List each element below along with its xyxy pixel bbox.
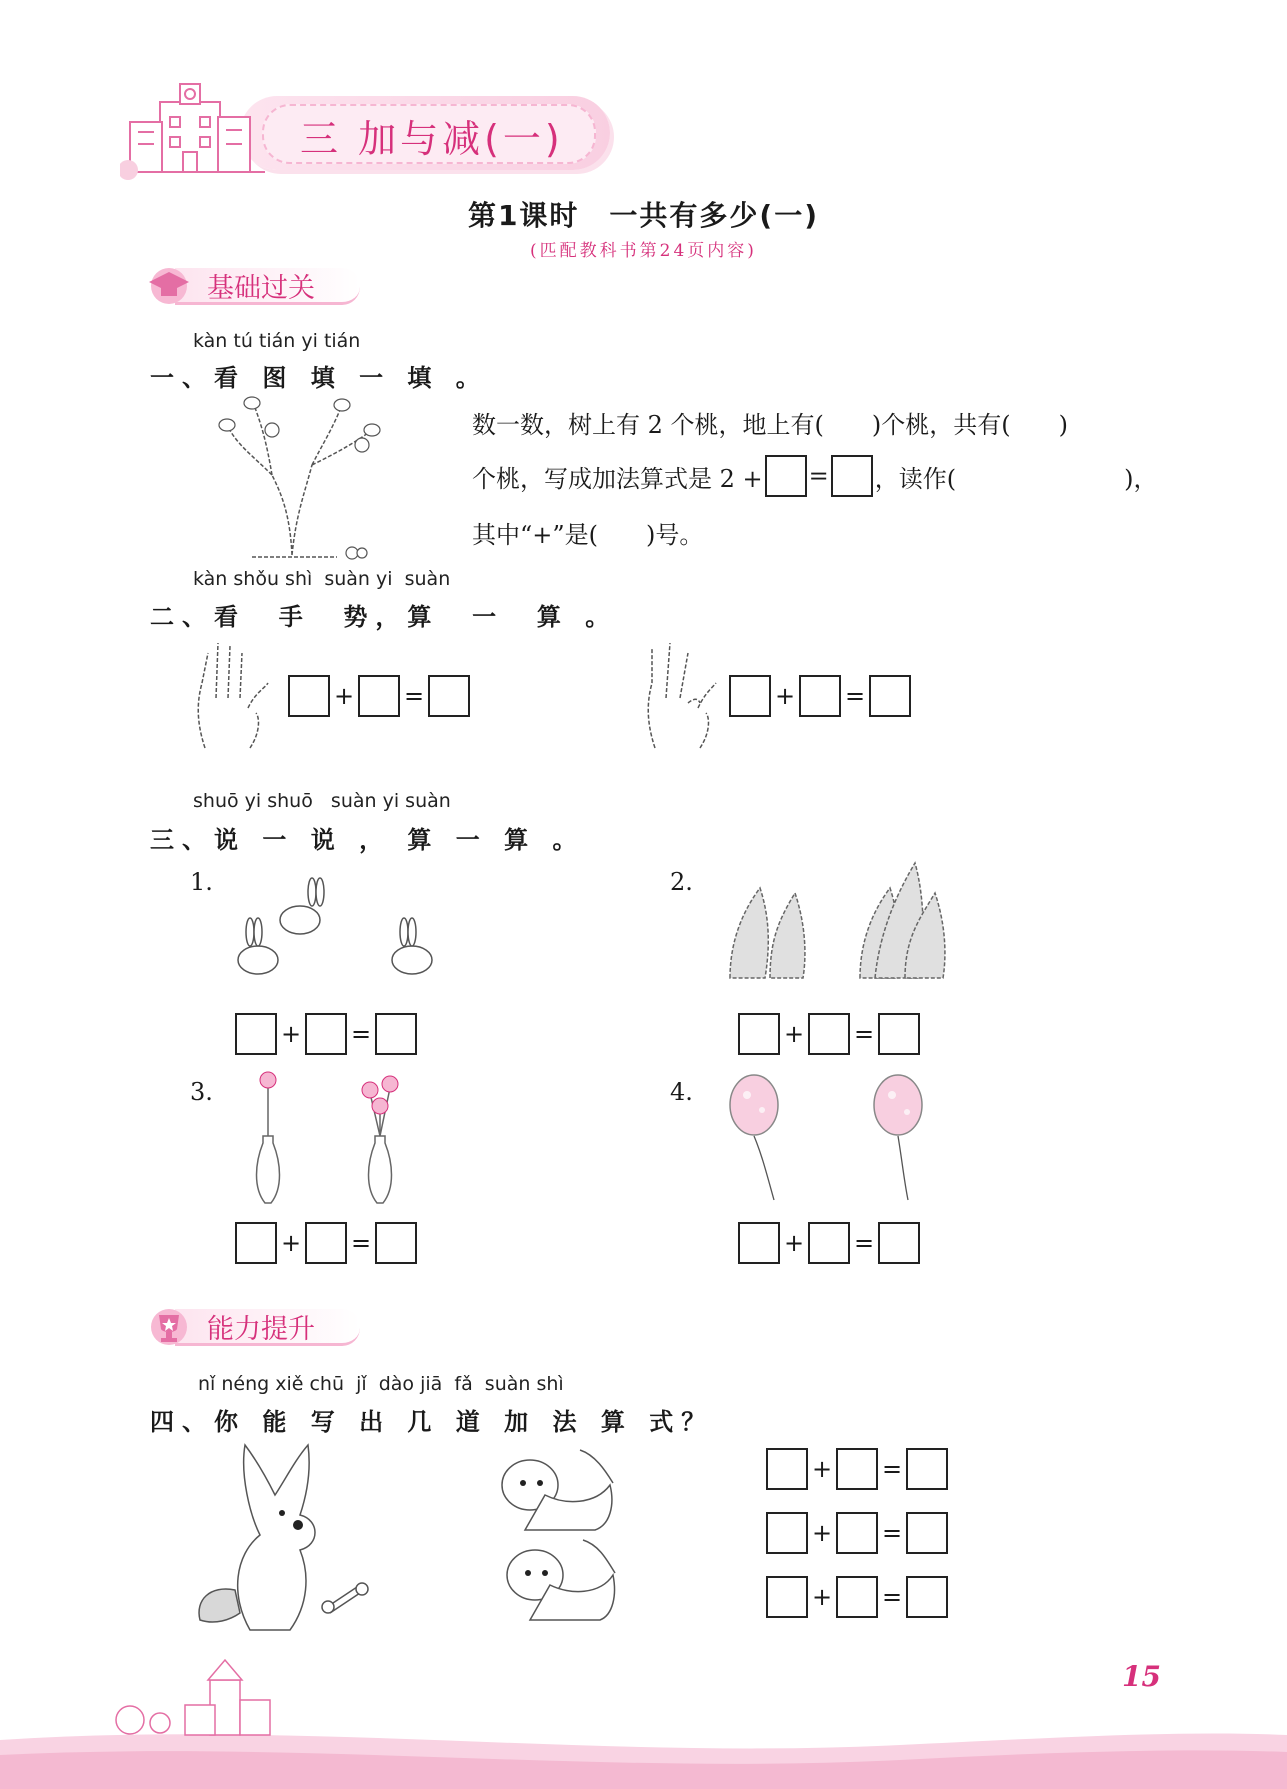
- school-building-icon: [120, 72, 270, 182]
- section-basic-label: 基础过关: [207, 273, 315, 304]
- answer-box[interactable]: [375, 1013, 417, 1055]
- q3-equation-4: [738, 1222, 920, 1264]
- answer-box[interactable]: [305, 1222, 347, 1264]
- q3-pinyin: shuō yi shuō suàn yi suàn: [193, 790, 451, 812]
- q1-line2-tail: ，读作( )，: [874, 464, 1158, 493]
- equals-sign: =: [403, 682, 425, 710]
- equals-sign: =: [881, 1455, 903, 1483]
- trophy-icon: [145, 1303, 195, 1347]
- peach-tree-icon: [212, 385, 392, 560]
- answer-box[interactable]: [738, 1222, 780, 1264]
- answer-box[interactable]: [808, 1013, 850, 1055]
- q4-equation-2: [766, 1512, 948, 1554]
- plus-sign: +: [811, 1583, 833, 1611]
- graduation-cap-icon: [145, 262, 195, 306]
- q1-pinyin: kàn tú tián yi tián: [193, 330, 361, 352]
- answer-box[interactable]: [906, 1512, 948, 1554]
- equals-sign: =: [853, 1020, 875, 1048]
- item-number-4: 4.: [670, 1078, 693, 1106]
- equals-sign: =: [350, 1020, 372, 1048]
- q2-equation-1: [288, 675, 470, 717]
- answer-box[interactable]: [729, 675, 771, 717]
- q3-equation-2: [738, 1013, 920, 1055]
- plus-sign: +: [783, 1229, 805, 1257]
- answer-box[interactable]: [235, 1013, 277, 1055]
- plus-sign: +: [333, 682, 355, 710]
- balloons-icon: [722, 1070, 932, 1205]
- answer-box[interactable]: [305, 1013, 347, 1055]
- q1-line2: [472, 455, 1157, 497]
- q2-equation-2: [729, 675, 911, 717]
- section-advanced: [145, 1303, 385, 1345]
- plus-sign: +: [280, 1020, 302, 1048]
- lesson-subtitle: (匹配教科书第24页内容): [530, 241, 757, 261]
- q1-line3: 其中“+”是( )号。: [472, 521, 704, 549]
- q2-pinyin: kàn shǒu shì suàn yi suàn: [193, 568, 451, 590]
- answer-box[interactable]: [831, 455, 873, 497]
- answer-box[interactable]: [738, 1013, 780, 1055]
- answer-box[interactable]: [869, 675, 911, 717]
- q4-pinyin: nǐ néng xiě chū jǐ dào jiā fǎ suàn shì: [198, 1373, 564, 1395]
- q1-line1: 数一数，树上有 2 个桃，地上有( )个桃，共有( ): [472, 411, 1068, 439]
- answer-box[interactable]: [766, 1448, 808, 1490]
- section-advanced-label: 能力提升: [207, 1314, 315, 1345]
- answer-box[interactable]: [288, 675, 330, 717]
- answer-box[interactable]: [766, 1576, 808, 1618]
- q1-line2-text: 个桃，写成加法算式是 2 +: [472, 464, 763, 493]
- hand-five-fingers-icon: [190, 638, 270, 753]
- answer-box[interactable]: [428, 675, 470, 717]
- answer-box[interactable]: [765, 455, 807, 497]
- plus-sign: +: [783, 1020, 805, 1048]
- equals-sign: =: [881, 1583, 903, 1611]
- item-number-2: 2.: [670, 868, 693, 896]
- plus-sign: +: [811, 1519, 833, 1547]
- q4-equation-3: [766, 1576, 948, 1618]
- answer-box[interactable]: [836, 1448, 878, 1490]
- answer-box[interactable]: [906, 1576, 948, 1618]
- equals-sign: =: [808, 462, 829, 490]
- answer-box[interactable]: [836, 1576, 878, 1618]
- castle-icon: [100, 1655, 330, 1740]
- answer-box[interactable]: [766, 1512, 808, 1554]
- two-puppies-icon: [495, 1435, 625, 1630]
- hand-three-fingers-icon: [640, 638, 720, 753]
- equals-sign: =: [844, 682, 866, 710]
- q1-heading: 一、看 图 填 一 填 。: [150, 364, 488, 392]
- chapter-title: 三 加与减(一): [300, 117, 564, 161]
- q3-heading: 三、说 一 说 ， 算 一 算 。: [150, 826, 585, 854]
- answer-box[interactable]: [836, 1512, 878, 1554]
- answer-box[interactable]: [799, 675, 841, 717]
- rabbits-icon: [222, 870, 452, 990]
- flower-vases-icon: [245, 1068, 425, 1208]
- answer-box[interactable]: [375, 1222, 417, 1264]
- q4-heading: 四、你 能 写 出 几 道 加 法 算 式？: [150, 1408, 714, 1436]
- item-number-1: 1.: [190, 868, 213, 896]
- plus-sign: +: [774, 682, 796, 710]
- q3-equation-1: [235, 1013, 417, 1055]
- answer-box[interactable]: [878, 1013, 920, 1055]
- item-number-3: 3.: [190, 1078, 213, 1106]
- equals-sign: =: [350, 1229, 372, 1257]
- answer-box[interactable]: [878, 1222, 920, 1264]
- equals-sign: =: [853, 1229, 875, 1257]
- answer-box[interactable]: [235, 1222, 277, 1264]
- plus-sign: +: [280, 1229, 302, 1257]
- lesson-title: 第1课时 一共有多少(一): [467, 199, 820, 232]
- plus-sign: +: [811, 1455, 833, 1483]
- answer-box[interactable]: [358, 675, 400, 717]
- dog-with-bone-icon: [190, 1435, 390, 1635]
- equals-sign: =: [881, 1519, 903, 1547]
- section-basic: [145, 262, 385, 304]
- q4-equation-1: [766, 1448, 948, 1490]
- bamboo-shoots-icon: [725, 858, 955, 983]
- answer-box[interactable]: [906, 1448, 948, 1490]
- page-number: 15: [1122, 1660, 1161, 1693]
- q3-equation-3: [235, 1222, 417, 1264]
- q2-heading: 二、看 手 势，算 一 算 。: [150, 603, 618, 631]
- answer-box[interactable]: [808, 1222, 850, 1264]
